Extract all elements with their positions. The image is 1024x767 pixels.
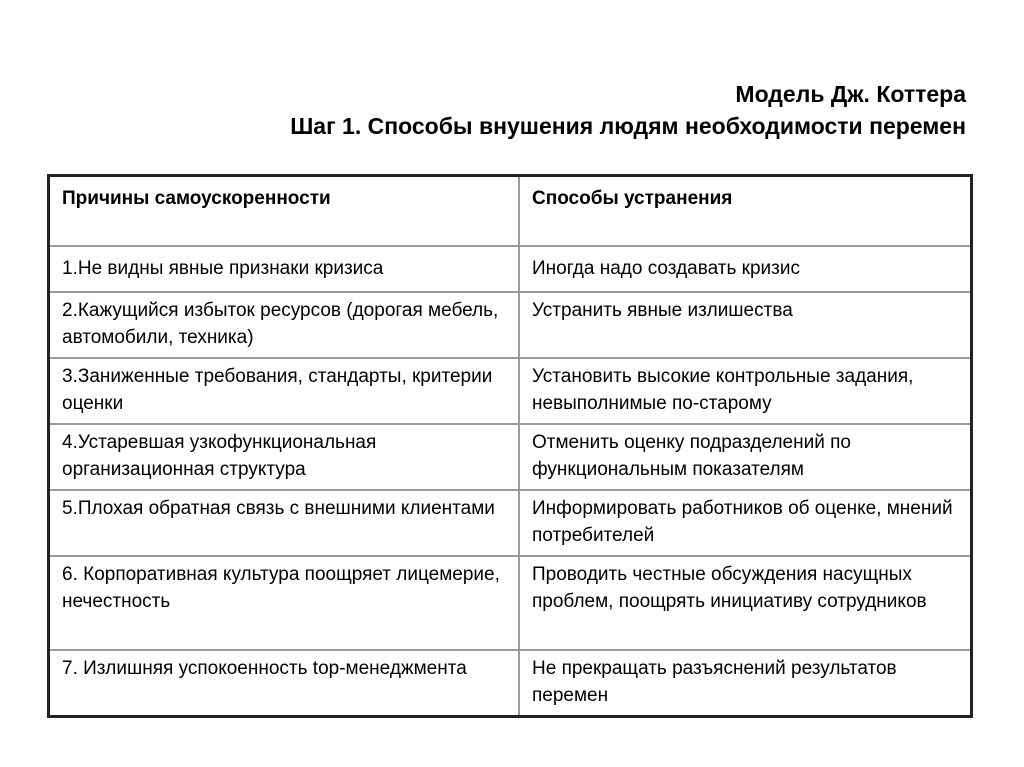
remedy-cell: Установить высокие контрольные задания, невыполнимые по-старому [519, 358, 970, 424]
title-line-2: Шаг 1. Способы внушения людям необходимости перемен [290, 113, 966, 139]
remedy-cell: Иногда надо создавать кризис [519, 246, 970, 292]
table-row [50, 650, 970, 715]
table-row [50, 358, 970, 424]
table-header-row [50, 177, 970, 246]
kotter-table [47, 174, 973, 718]
cause-cell: 2.Кажущийся избыток ресурсов (дорогая мебель, автомобили, техника) [50, 292, 519, 358]
cause-cell: 5.Плохая обратная связь с внешними клиентами [50, 490, 519, 556]
cause-cell: 7. Излишняя успокоенность top-менеджмента [50, 650, 519, 715]
table-row [50, 246, 970, 292]
remedy-cell: Устранить явные излишества [519, 292, 970, 358]
table-row [50, 292, 970, 358]
header-remedies: Способы устранения [519, 177, 970, 246]
cause-cell: 6. Корпоративная культура поощряет лицемерие, нечестность [50, 556, 519, 650]
cause-cell: 4.Устаревшая узкофункциональная организационная структура [50, 424, 519, 490]
remedy-cell: Отменить оценку подразделений по функциональным показателям [519, 424, 970, 490]
title-line-1: Модель Дж. Коттера [735, 81, 966, 107]
remedy-cell: Проводить честные обсуждения насущных проблем, поощрять инициативу сотрудников [519, 556, 970, 650]
table-row [50, 424, 970, 490]
table-row [50, 490, 970, 556]
table-row [50, 556, 970, 650]
table [50, 177, 970, 715]
remedy-cell: Информировать работников об оценке, мнений потребителей [519, 490, 970, 556]
remedy-cell: Не прекращать разъяснений результатов перемен [519, 650, 970, 715]
cause-cell: 1.Не видны явные признаки кризиса [50, 246, 519, 292]
page-title [290, 78, 966, 142]
header-causes: Причины самоускоренности [50, 177, 519, 246]
cause-cell: 3.Заниженные требования, стандарты, критерии оценки [50, 358, 519, 424]
